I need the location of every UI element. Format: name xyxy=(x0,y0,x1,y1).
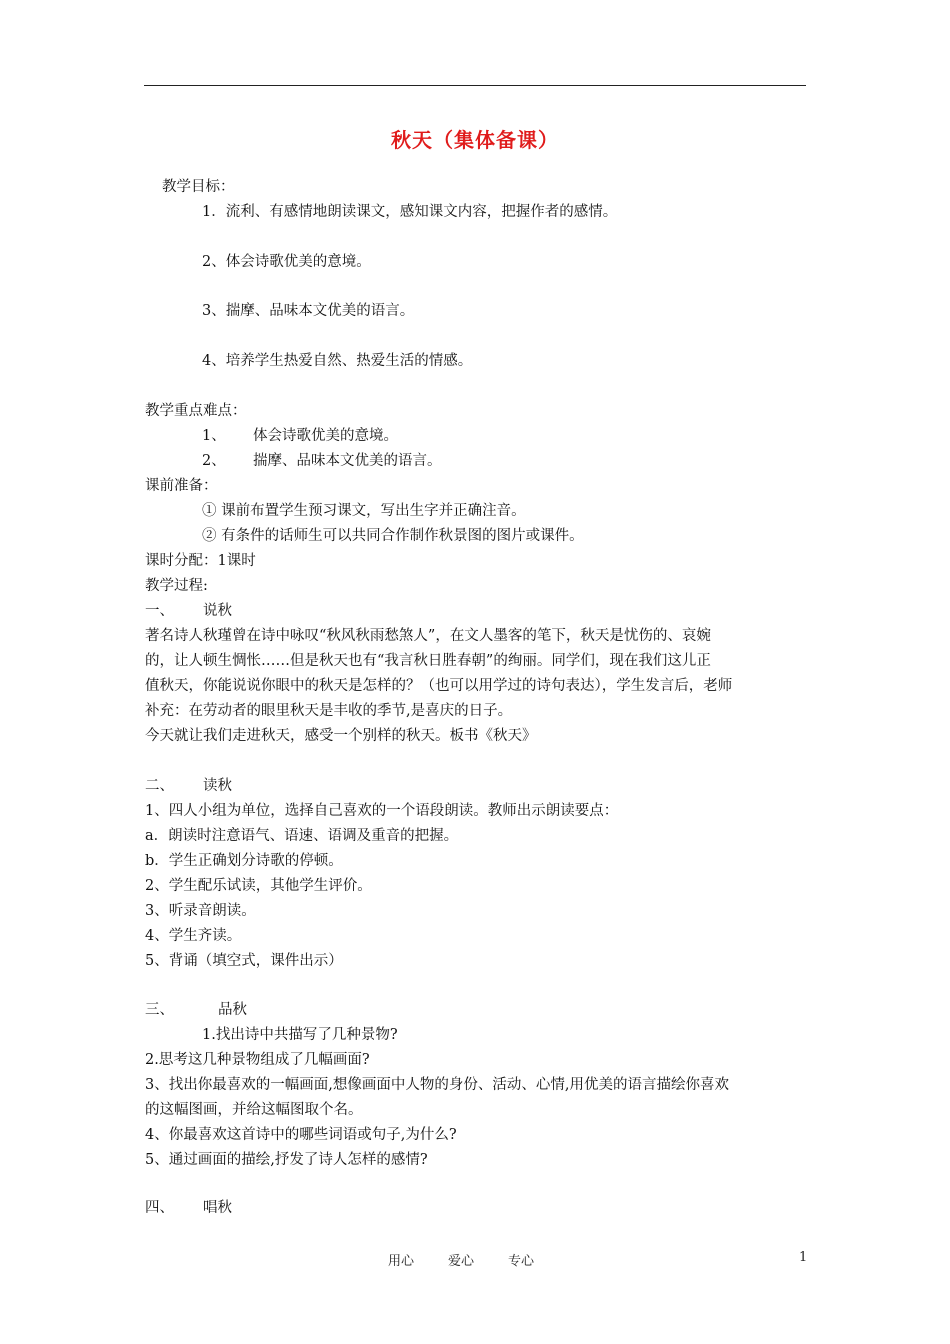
key-point-num: 2、 xyxy=(202,453,226,469)
section-2-item: 2、学生配乐试读，其他学生评价。 xyxy=(145,878,372,894)
section-3-item: 3、找出你最喜欢的一幅画面,想像画面中人物的身份、活动、心情,用优美的语言描绘你喜欢 xyxy=(145,1077,729,1093)
section-3-item: 2.思考这几种景物组成了几幅画面? xyxy=(145,1052,370,1068)
section-1-paragraph-line: 补充：在劳动者的眼里秋天是丰收的季节,是喜庆的日子。 xyxy=(145,703,513,719)
section-2-item: 4、学生齐读。 xyxy=(145,928,242,944)
key-point-num: 1、 xyxy=(202,428,226,444)
key-points-heading: 教学重点难点： xyxy=(145,403,247,419)
footer-motto-2: 爱心 xyxy=(448,1254,475,1269)
prep-item: ② 有条件的话师生可以共同合作制作秋景图的图片或课件。 xyxy=(202,528,584,544)
key-point-text: 揣摩、品味本文优美的语言。 xyxy=(253,453,442,469)
key-point-text: 体会诗歌优美的意境。 xyxy=(253,428,398,444)
section-1-paragraph-line: 的，让人顿生惆怅……但是秋天也有“我言秋日胜春朝”的绚丽。同学们，现在我们这儿正 xyxy=(145,653,711,669)
section-3-item: 1.找出诗中共描写了几种景物? xyxy=(202,1027,398,1043)
section-3-item: 4、你最喜欢这首诗中的哪些词语或句子,为什么? xyxy=(145,1127,457,1143)
goal-item: 3、揣摩、品味本文优美的语言。 xyxy=(202,303,415,319)
section-2-item: a．朗读时注意语气、语速、语调及重音的把握。 xyxy=(145,828,459,844)
document-title: 秋天（集体备课） xyxy=(391,128,559,152)
header-rule xyxy=(144,85,806,86)
section-1-num: 一、 xyxy=(145,603,174,619)
footer-motto-1: 用心 xyxy=(388,1254,415,1269)
section-2-num: 二、 xyxy=(145,778,174,794)
section-1-name: 说秋 xyxy=(203,603,232,619)
page-number: 1 xyxy=(799,1250,808,1265)
section-2-name: 读秋 xyxy=(203,778,232,794)
prep-heading: 课前准备： xyxy=(145,478,218,494)
section-2-item: 1、四人小组为单位，选择自己喜欢的一个语段朗读。教师出示朗读要点： xyxy=(145,803,619,819)
section-2-item: 3、听录音朗读。 xyxy=(145,903,256,919)
section-1-paragraph-2: 今天就让我们走进秋天，感受一个别样的秋天。板书《秋天》 xyxy=(145,728,537,744)
section-3-name: 品秋 xyxy=(218,1002,247,1018)
section-3-num: 三、 xyxy=(145,1002,174,1018)
section-3-item: 5、通过画面的描绘,抒发了诗人怎样的感情? xyxy=(145,1152,428,1168)
process-heading: 教学过程: xyxy=(145,578,208,594)
goal-item: 1．流利、有感情地朗读课文，感知课文内容，把握作者的感情。 xyxy=(202,204,618,220)
goal-item: 4、培养学生热爱自然、热爱生活的情感。 xyxy=(202,353,473,369)
section-4-name: 唱秋 xyxy=(203,1200,232,1216)
section-1-paragraph-line: 值秋天，你能说说你眼中的秋天是怎样的？（也可以用学过的诗句表达），学生发言后，老师 xyxy=(145,678,733,694)
goal-item: 2、体会诗歌优美的意境。 xyxy=(202,254,371,270)
prep-item: ① 课前布置学生预习课文，写出生字并正确注音。 xyxy=(202,503,526,519)
section-1-paragraph-line: 著名诗人秋瑾曾在诗中咏叹“秋风秋雨愁煞人”，在文人墨客的笔下，秋天是忧伤的、哀婉 xyxy=(145,628,711,644)
section-3-item: 的这幅图画，并给这幅图取个名。 xyxy=(145,1102,363,1118)
footer-motto-3: 专心 xyxy=(508,1254,535,1269)
section-2-item: b．学生正确划分诗歌的停顿。 xyxy=(145,853,343,869)
section-4-num: 四、 xyxy=(145,1200,174,1216)
class-hours: 课时分配：1课时 xyxy=(145,553,256,569)
goals-heading: 教学目标： xyxy=(162,179,235,195)
section-2-item: 5、背诵（填空式，课件出示） xyxy=(145,953,343,969)
